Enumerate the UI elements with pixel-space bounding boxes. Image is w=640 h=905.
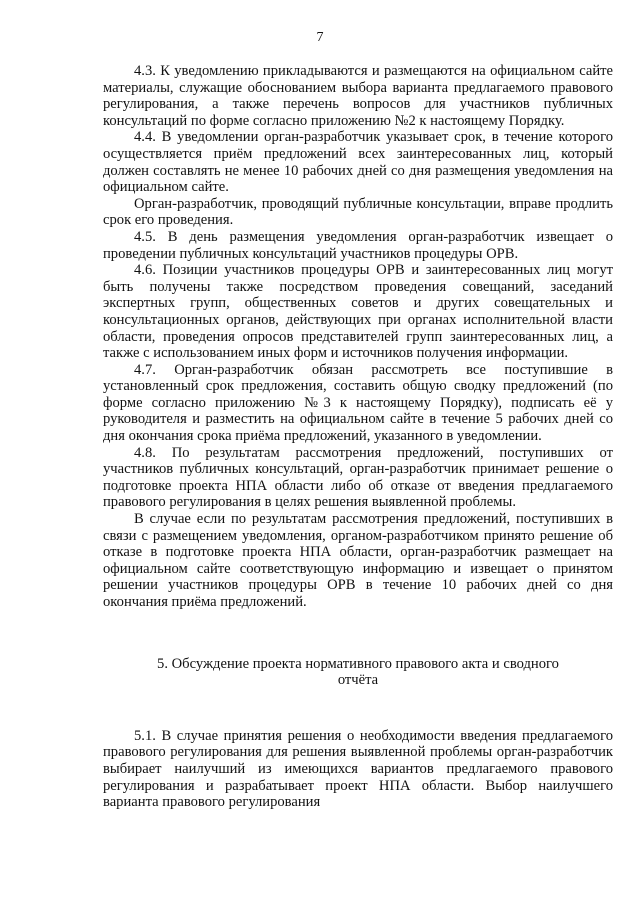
paragraph-5-1: 5.1. В случае принятия решения о необходимости введения предлагаемого правового регулирования для решения выявленной проблемы орган-разработчик выбирает наилучший из имеющихся вариантов предлагаемого правового регулирования и разрабатывает проект НПА области. Выбор наилучшего варианта правового регулирования	[103, 727, 613, 811]
document-body	[103, 63, 613, 811]
paragraph-extension: Орган-разработчик, проводящий публичные консультации, вправе продлить срок его проведения.	[103, 195, 613, 229]
spacer	[103, 689, 613, 728]
paragraph-4-8: 4.8. По результатам рассмотрения предложений, поступивших от участников публичных консультаций, орган-разработчик принимает решение о подготовке проекта НПА области либо об отказе от введения предлагаемого правового регулирования в целях решения выявленной проблемы.	[103, 444, 613, 511]
paragraph-4-3: 4.3. К уведомлению прикладываются и размещаются на официальном сайте материалы, служащие обоснованием выбора варианта предлагаемого правового регулирования, а также перечень вопросов для участников публичных консультаций по форме согласно приложению №2 к настоящему Порядку.	[103, 63, 613, 129]
page-number: 7	[316, 30, 324, 45]
section-heading: 5. Обсуждение проекта нормативного правового акта и сводного отчёта	[157, 655, 559, 689]
paragraph-4-6: 4.6. Позиции участников процедуры ОРВ и заинтересованных лиц могут быть получены также посредством проведения совещаний, заседаний экспертных групп, общественных советов и других совещательных и консультационных органов, действующих при органах исполнительной власти области, проведения опросов представителей групп заинтересованных лиц, а также с использованием иных форм и источников получения информации.	[103, 262, 613, 362]
paragraph-4-4: 4.4. В уведомлении орган-разработчик указывает срок, в течение которого осуществляется приём предложений всех заинтересованных лиц, который должен составлять не менее 10 рабочих дней со дня размещения уведомления на официальном сайте.	[103, 129, 613, 196]
paragraph-4-7: 4.7. Орган-разработчик обязан рассмотреть все поступившие в установленный срок предложения, составить общую сводку предложений (по форме согласно приложению №3 к настоящему Порядку), подписать её у руководителя и разместить на официальном сайте в течение 5 рабочих дней со дня окончания срока приёма предложений, указанного в уведомлении.	[103, 361, 613, 445]
spacer	[103, 611, 613, 656]
paragraph-4-5: 4.5. В день размещения уведомления орган-разработчик извещает о проведении публичных консультаций участников процедуры ОРВ.	[103, 228, 613, 262]
paragraph-refusal: В случае если по результатам рассмотрения предложений, поступивших в связи с размещением уведомления, органом-разработчиком принято решение об отказе в подготовке проекта НПА области, орган-разработчик размещает на официальном сайте соответствующую информацию и извещает о принятом решении участников процедуры ОРВ в течение 10 рабочих дней со дня окончания приёма предложений.	[103, 511, 613, 610]
